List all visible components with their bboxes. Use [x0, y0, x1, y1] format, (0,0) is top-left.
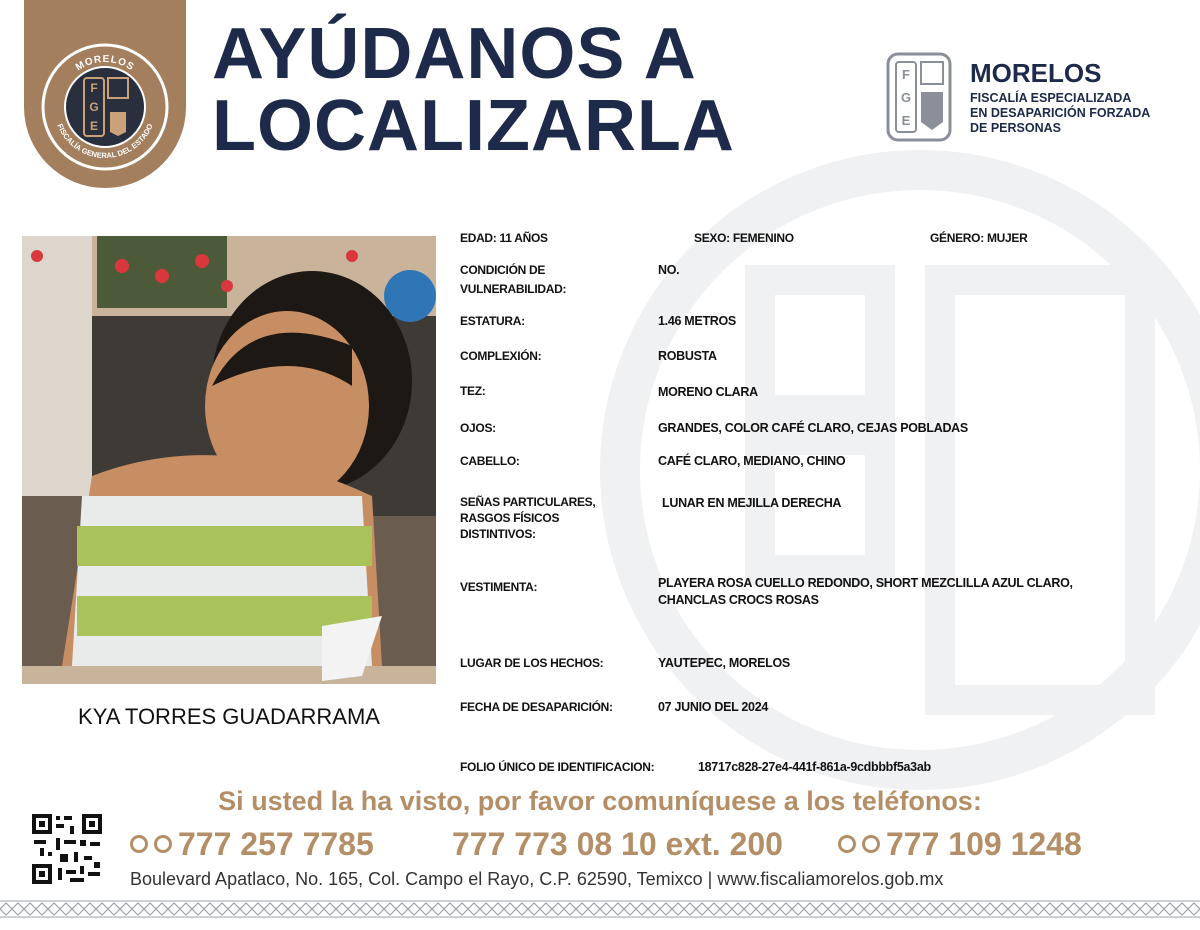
rlogo-letter-g: G: [900, 90, 912, 105]
seal-ring-bottom: FISCALÍA GENERAL DEL ESTADO: [55, 122, 155, 161]
phone-icon: [130, 835, 148, 853]
vestimenta-value: [658, 575, 1073, 609]
subtitle-line-1: FISCALÍA ESPECIALIZADA: [970, 91, 1132, 105]
genero-text: GÉNERO: MUJER: [930, 231, 1028, 245]
phone-1-number: 777 257 7785: [178, 826, 374, 862]
whatsapp-icon: [154, 835, 172, 853]
tez-label: TEZ:: [460, 384, 486, 398]
seal-letter-e: E: [89, 119, 99, 133]
address-and-website: Boulevard Apatlaco, No. 165, Col. Campo el Rayo, C.P. 62590, Temixco | www.fiscaliamorelos.gob.mx: [130, 869, 944, 889]
senas-label-line-1: SEÑAS PARTICULARES,: [460, 495, 596, 509]
cabello-value: CAFÉ CLARO, MEDIANO, CHINO: [658, 454, 846, 468]
estatura-label: ESTATURA:: [460, 314, 525, 328]
fecha-value: 07 JUNIO DEL 2024: [658, 700, 769, 714]
phone-icon: [838, 835, 856, 853]
vestimenta-label: VESTIMENTA:: [460, 580, 538, 594]
vestimenta-value-line-2: CHANCLAS CROCS ROSAS: [658, 593, 819, 607]
lugar-label: LUGAR DE LOS HECHOS:: [460, 656, 604, 670]
vulnerabilidad-label: [460, 262, 566, 297]
senas-label: [460, 494, 595, 542]
call-to-action: Si usted la ha visto, por favor comuníquese a los teléfonos:: [218, 786, 982, 816]
person-name: KYA TORRES GUADARRAMA: [78, 704, 380, 729]
decorative-border: [0, 900, 1200, 918]
qr-code-icon[interactable]: [30, 812, 104, 886]
person-photo: [22, 236, 436, 684]
complexion-value: ROBUSTA: [658, 349, 717, 363]
fecha-label: FECHA DE DESAPARICIÓN:: [460, 700, 613, 714]
vulnerabilidad-label-line-2: VULNERABILIDAD:: [460, 282, 567, 296]
vulnerabilidad-label-line-1: CONDICIÓN DE: [460, 263, 546, 277]
phone-2[interactable]: [452, 826, 783, 863]
vestimenta-value-line-1: PLAYERA ROSA CUELLO REDONDO, SHORT MEZCLILLA AZUL CLARO,: [658, 576, 1073, 590]
lugar-value: YAUTEPEC, MORELOS: [658, 656, 790, 670]
title-line-2: LOCALIZARLA: [212, 86, 735, 166]
whatsapp-icon: [862, 835, 880, 853]
seal-letter-g: G: [89, 100, 99, 114]
phone-3[interactable]: [838, 826, 1082, 863]
phone-1[interactable]: [130, 826, 374, 863]
fiscalia-especializada-logo-icon: [886, 52, 952, 142]
sexo-text: SEXO: FEMENINO: [694, 231, 794, 245]
rlogo-letter-e: E: [901, 113, 911, 128]
fiscalia-especializada-subtitle: [970, 91, 1190, 136]
senas-label-line-2: RASGOS FÍSICOS: [460, 511, 560, 525]
morelos-title: MORELOS: [970, 58, 1102, 88]
ojos-label: OJOS:: [460, 421, 496, 435]
watermark-logo: [560, 140, 1200, 840]
edad-text: EDAD: 11 AÑOS: [460, 231, 548, 245]
fge-seal-icon: [40, 42, 170, 172]
folio-label: FOLIO ÚNICO DE IDENTIFICACION:: [460, 760, 655, 774]
phone-3-number: 777 109 1248: [886, 826, 1082, 862]
rlogo-letter-f: F: [902, 67, 910, 82]
senas-label-line-3: DISTINTIVOS:: [460, 527, 536, 541]
seal-letter-f: F: [90, 81, 98, 95]
cabello-label: CABELLO:: [460, 454, 520, 468]
tez-value: MORENO CLARA: [658, 385, 758, 399]
folio-value: 18717c828-27e4-441f-861a-9cdbbbf5a3ab: [698, 760, 931, 774]
estatura-value: 1.46 METROS: [658, 314, 736, 328]
senas-value: LUNAR EN MEJILLA DERECHA: [662, 496, 842, 510]
title-line-1: AYÚDANOS A: [212, 14, 697, 94]
vulnerabilidad-value: NO.: [658, 263, 680, 277]
phone-2-number: 777 773 08 10 ext. 200: [452, 826, 783, 862]
subtitle-line-2: EN DESAPARICIÓN FORZADA: [970, 106, 1151, 120]
seal-ring-top: MORELOS: [73, 53, 137, 74]
complexion-label: COMPLEXIÓN:: [460, 349, 542, 363]
page-title: [212, 14, 735, 166]
subtitle-line-3: DE PERSONAS: [970, 121, 1061, 135]
ojos-value: GRANDES, COLOR CAFÉ CLARO, CEJAS POBLADAS: [658, 421, 968, 435]
